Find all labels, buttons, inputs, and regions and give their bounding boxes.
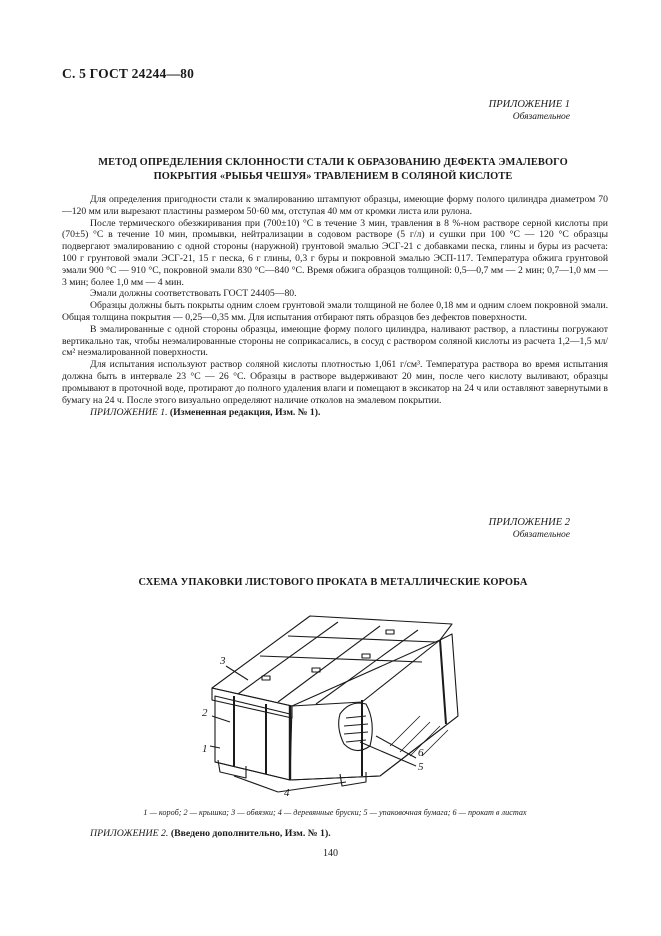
cutaway	[339, 703, 373, 750]
appendix2-title: СХЕМА УПАКОВКИ ЛИСТОВОГО ПРОКАТА В МЕТАЛЛИЧЕСКИЕ КОРОБА	[138, 577, 528, 588]
wooden-bar-1	[218, 760, 246, 778]
buckle	[386, 630, 394, 634]
appendix1-amendment-note	[62, 407, 608, 419]
appendix2-note-label: ПРИЛОЖЕНИЕ 2.	[90, 828, 169, 839]
appendix2-label-block	[440, 516, 570, 542]
appendix2-label: ПРИЛОЖЕНИЕ 2	[488, 517, 570, 528]
callout-2: 2	[202, 707, 208, 719]
callout-5: 5	[418, 761, 424, 773]
paragraph: Для испытания используют раствор соляной кислоты плотностью 1,061 г/см³. Температура раствора во время испытания должна быть в интервале 23 °С — 26 °С. Образцы в растворе выдерживают 20 мин, после чего кислоту выливают, образцы промывают в проточной воде, протирают до полного удаления влаги и помещают в эксикатор на 24 ч или оставляют завернутыми в бумагу на 24 ч. После этого визуально определяют наличие отколов на эмалевом покрытии.	[62, 359, 608, 406]
appendix1-title-line2: ПОКРЫТИЯ «РЫБЬЯ ЧЕШУЯ» ТРАВЛЕНИЕМ В СОЛЯНОЙ КИСЛОТЕ	[153, 170, 513, 182]
page-header: С. 5 ГОСТ 24244—80	[62, 66, 195, 81]
appendix1-note-label: ПРИЛОЖЕНИЕ 1.	[90, 407, 168, 419]
appendix1-body	[62, 194, 608, 419]
callout-4: 4	[284, 787, 290, 799]
diagram-caption: 1 — короб; 2 — крышка; 3 — обвязки; 4 — деревянные бруски; 5 — упаковочная бумага; 6 — прокат в листах	[143, 808, 527, 817]
buckle	[262, 676, 270, 680]
appendix1-status: Обязательное	[512, 112, 570, 122]
paragraph: После термического обезжиривания при (700±10) °С в течение 3 мин, травления в 8 %-ном растворе серной кислоты при (70±5) °С в течение 10 мин, промывки, нейтрализации в содовом растворе (5 г/л) и сушки при 100 °С — 120 °С образцы подвергают эмалированию с одной стороны (наружной) грунтовой эмалью ЭСГ-21 с добавками песка, глины и буры из расчета: 100 г грунтовой эмали ЭСГ-21, 15 г песка, 6 г глины, 0,3 г буры и покровной эмалью ЭСП-117. Температура обжига грунтовой эмали 900 °С — 910 °С, покровной эмали 830 °С—840 °С. Время обжига образцов толщиной: 0,5—0,7 мм — 2 мин; 0,7—1,0 мм — 3 мин; более 1,0 мм — 4 мин.	[62, 217, 608, 288]
paragraph: В эмалированные с одной стороны образцы, имеющие форму полого цилиндра, наливают раствор, а пластины погружают вертикально так, чтобы неэмалированные стороны не соприкасались, в сосуд с раствором соляной кислоты из расчета 1,2—1,5 мл/см² неэмалированной поверхности.	[62, 323, 608, 359]
page-number: 140	[323, 848, 338, 859]
packing-diagram	[190, 596, 490, 806]
appendix1-label: ПРИЛОЖЕНИЕ 1	[488, 99, 570, 110]
appendix2-status: Обязательное	[512, 530, 570, 540]
strap-cross-2	[288, 636, 436, 642]
paragraph: Для определения пригодности стали к эмалированию штампуют образцы, имеющие форму полого цилиндра диаметром 70—120 мм или вырезают пластины размером 50·60 мм, отступая 40 мм от кромки листа или рулона.	[62, 194, 608, 217]
appendix2-note-text: (Введено дополнительно, Изм. № 1).	[170, 828, 331, 839]
appendix1-title	[60, 156, 606, 183]
callout-1: 1	[202, 743, 208, 755]
appendix2-amendment-note	[90, 828, 331, 839]
buckle	[362, 654, 370, 658]
callout-6: 6	[418, 747, 424, 759]
paragraph: Эмали должны соответствовать ГОСТ 24405—80.	[90, 288, 297, 300]
appendix1-note-text: (Измененная редакция, Изм. № 1).	[169, 407, 321, 419]
paragraph: Образцы должны быть покрыты одним слоем грунтовой эмали толщиной не более 0,18 мм и одним слоем покровной эмали. Общая толщина покрытия — 0,25—0,35 мм. Для испытания отбирают пять образцов без дефектов поверхности.	[62, 300, 608, 323]
box-side-face	[290, 634, 458, 780]
callout-3: 3	[220, 655, 226, 667]
appendix1-title-line1: МЕТОД ОПРЕДЕЛЕНИЯ СКЛОННОСТИ СТАЛИ К ОБРАЗОВАНИЮ ДЕФЕКТА ЭМАЛЕВОГО	[98, 157, 568, 168]
strap-side-3	[440, 640, 446, 724]
appendix1-label-block	[440, 98, 570, 124]
